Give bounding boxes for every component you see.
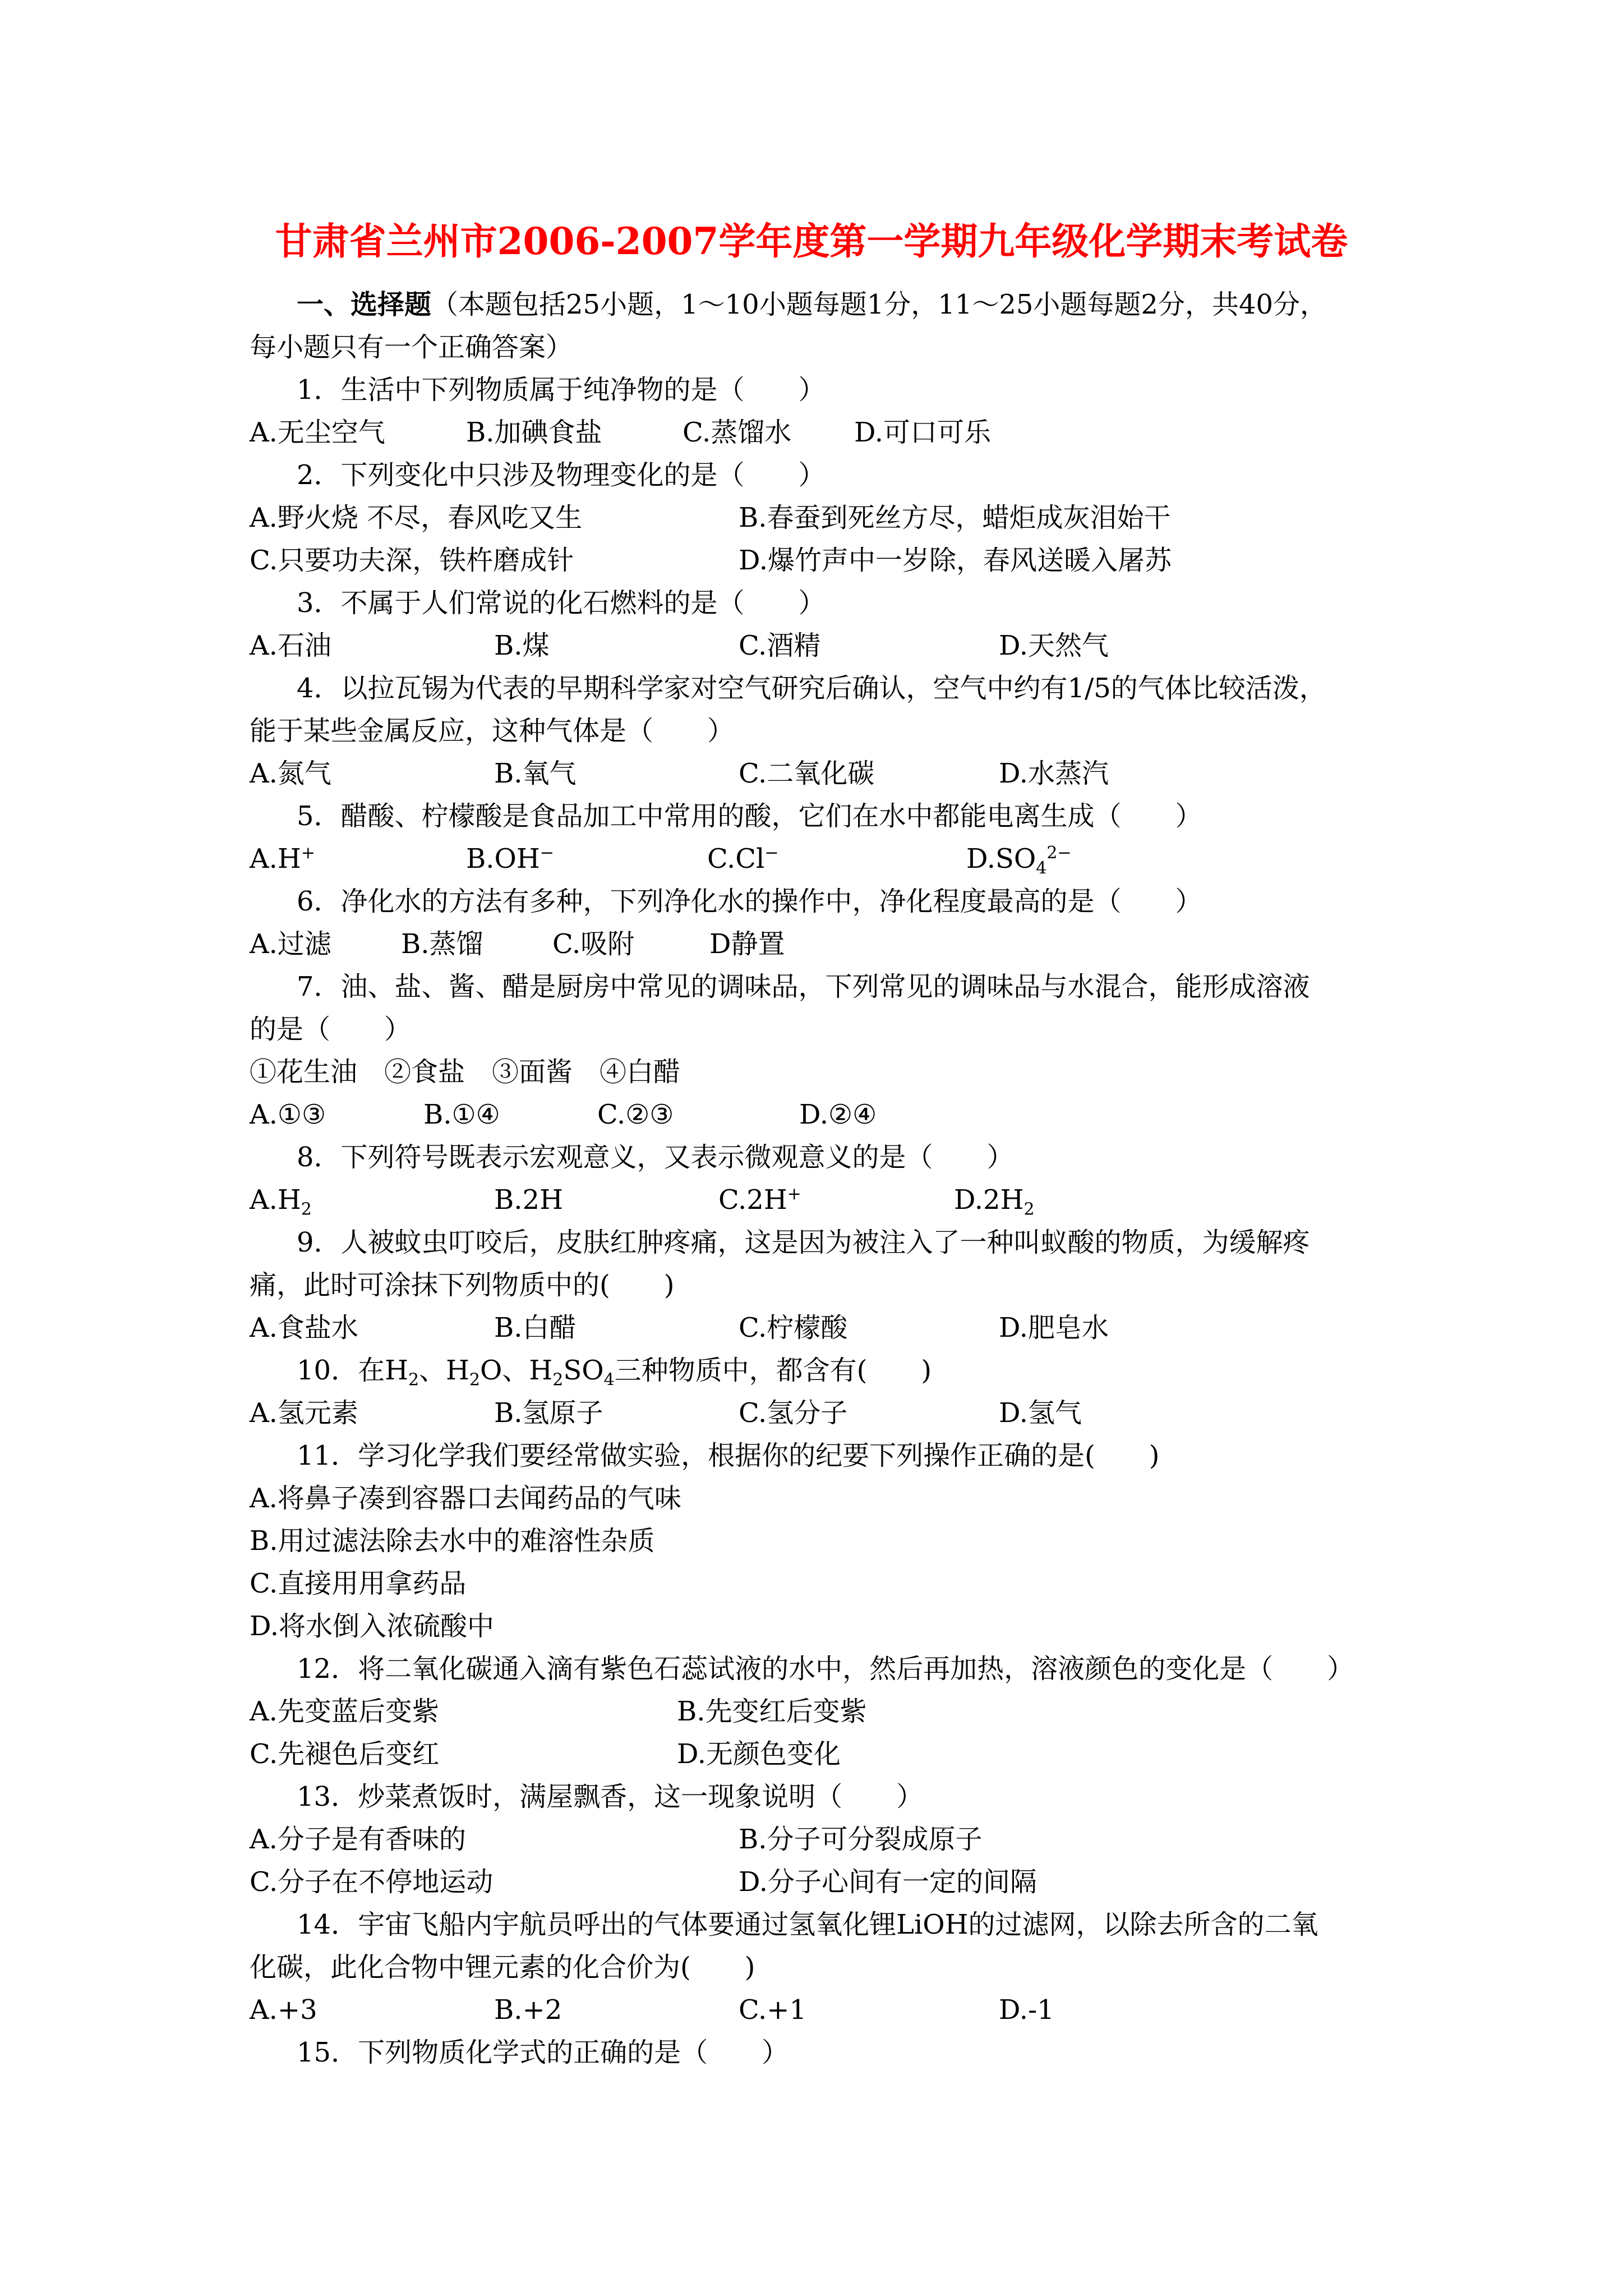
subscript: 2 bbox=[469, 1370, 481, 1390]
option-d: D.爆竹声中一岁除，春风送暖入屠苏 bbox=[739, 545, 1172, 576]
option-c bbox=[718, 1179, 954, 1221]
option-b: B.用过滤法除去水中的难溶性杂质 bbox=[250, 1525, 655, 1557]
option-d bbox=[954, 1179, 1035, 1221]
option-d: D.肥皂水 bbox=[999, 1312, 1109, 1343]
options-q14 bbox=[250, 1989, 1399, 2031]
option-c: C.酒精 bbox=[739, 630, 821, 661]
option-a: A.过滤 bbox=[250, 928, 331, 960]
option-b: B.2H bbox=[494, 1184, 563, 1216]
option-b: B.氧气 bbox=[494, 758, 577, 789]
stem-part: 10．在H bbox=[297, 1355, 408, 1386]
option-d: D静置 bbox=[709, 928, 785, 960]
stem-part: O、H bbox=[480, 1355, 553, 1386]
option-d-text: D.2H bbox=[954, 1184, 1024, 1216]
question-9-cont: 痛，此时可涂抹下列物质中的( ) bbox=[250, 1269, 675, 1301]
question-15: 15．下列物质化学式的正确的是（ ） bbox=[297, 2037, 789, 2068]
superscript: − bbox=[540, 843, 554, 863]
option-a: A.石油 bbox=[250, 630, 331, 661]
section-note-cont: 每小题只有一个正确答案） bbox=[250, 332, 573, 363]
option-b: B.蒸馏 bbox=[401, 928, 483, 960]
option-d: D.无颜色变化 bbox=[677, 1738, 841, 1770]
option-c: C.二氧化碳 bbox=[739, 758, 875, 789]
options-q1 bbox=[250, 411, 1399, 454]
question-7-cont: 的是（ ） bbox=[250, 1014, 412, 1045]
subscript: 2 bbox=[301, 1199, 312, 1220]
option-d-text: D.SO bbox=[966, 843, 1036, 875]
stem-part: 、H bbox=[419, 1355, 469, 1386]
options-q4 bbox=[250, 752, 1399, 795]
option-c: C.吸附 bbox=[552, 928, 635, 960]
option-d: D.②④ bbox=[799, 1099, 877, 1130]
option-a: A.先变蓝后变紫 bbox=[250, 1696, 439, 1727]
superscript: 2− bbox=[1046, 843, 1072, 863]
option-b: B.加碘食盐 bbox=[466, 417, 602, 448]
question-4: 4．以拉瓦锡为代表的早期科学家对空气研究后确认，空气中约有1/5的气体比较活泼， bbox=[297, 673, 1326, 704]
options-q7 bbox=[250, 1093, 1399, 1136]
option-c: C.直接用用拿药品 bbox=[250, 1568, 467, 1599]
option-a: A.食盐水 bbox=[250, 1312, 358, 1343]
option-b: B.①④ bbox=[423, 1099, 500, 1130]
option-c: C.+1 bbox=[739, 1994, 807, 2026]
options-q13-row2 bbox=[250, 1861, 1399, 1903]
question-4-cont: 能于某些金属反应，这种气体是（ ） bbox=[250, 715, 735, 747]
option-c: C.②③ bbox=[597, 1099, 674, 1130]
question-11: 11．学习化学我们要经常做实验，根据你的纪要下列操作正确的是( ) bbox=[297, 1440, 1160, 1471]
option-a: A.无尘空气 bbox=[250, 417, 385, 448]
options-q5 bbox=[250, 838, 1399, 880]
option-c: C.氢分子 bbox=[739, 1397, 848, 1429]
option-d: D.-1 bbox=[999, 1994, 1054, 2026]
subscript: 2 bbox=[552, 1370, 564, 1390]
option-d: D.氢气 bbox=[999, 1397, 1082, 1429]
option-b: B.春蚕到死丝方尽，蜡炬成灰泪始干 bbox=[739, 502, 1171, 533]
stem-part: 三种物质中，都含有( ) bbox=[614, 1355, 932, 1386]
question-7: 7．油、盐、酱、醋是厨房中常见的调味品，下列常见的调味品与水混合，能形成溶液 bbox=[297, 971, 1310, 1002]
superscript: + bbox=[301, 843, 315, 863]
option-a: A.+3 bbox=[250, 1994, 317, 2026]
options-q10 bbox=[250, 1392, 1399, 1434]
options-q8 bbox=[250, 1179, 1399, 1221]
option-c: C.柠檬酸 bbox=[739, 1312, 848, 1343]
superscript: + bbox=[787, 1184, 801, 1204]
subscript: 4 bbox=[603, 1370, 615, 1390]
option-b: B.先变红后变紫 bbox=[677, 1696, 867, 1727]
option-a-text: A.H bbox=[250, 1184, 301, 1216]
section-title: 一、选择题 bbox=[297, 289, 432, 320]
question-6: 6．净化水的方法有多种，下列净化水的操作中，净化程度最高的是（ ） bbox=[297, 886, 1202, 917]
option-a: A.将鼻子凑到容器口去闻药品的气味 bbox=[250, 1483, 681, 1514]
section-note: （本题包括25小题，1～10小题每题1分，11～25小题每题2分，共40分， bbox=[431, 289, 1327, 320]
subscript: 2 bbox=[408, 1370, 419, 1390]
question-14-cont: 化碳，此化合物中锂元素的化合价为( ) bbox=[250, 1952, 755, 1983]
option-b: B.煤 bbox=[494, 630, 550, 661]
option-c: C.只要功夫深，铁杵磨成针 bbox=[250, 545, 574, 576]
option-c: C.先褪色后变红 bbox=[250, 1738, 440, 1770]
question-2: 2．下列变化中只涉及物理变化的是（ ） bbox=[297, 459, 826, 491]
subscript: 4 bbox=[1036, 858, 1047, 878]
option-a bbox=[250, 1179, 494, 1221]
option-a: A.分子是有香味的 bbox=[250, 1824, 466, 1855]
option-b: B.氢原子 bbox=[494, 1397, 603, 1429]
question-9: 9．人被蚊虫叮咬后，皮肤红肿疼痛，这是因为被注入了一种叫蚁酸的物质，为缓解疼 bbox=[297, 1227, 1310, 1258]
stem-part: SO bbox=[563, 1355, 604, 1386]
option-d: D.分子心间有一定的间隔 bbox=[739, 1866, 1038, 1898]
question-5: 5．醋酸、柠檬酸是食品加工中常用的酸，它们在水中都能电离生成（ ） bbox=[297, 800, 1202, 832]
question-10 bbox=[250, 1349, 1399, 1392]
option-c-text: C.2H bbox=[718, 1184, 787, 1216]
option-b: B.白醋 bbox=[494, 1312, 577, 1343]
question-14: 14．宇宙飞船内宇航员呼出的气体要通过氢氧化锂LiOH的过滤网，以除去所含的二氧 bbox=[297, 1909, 1318, 1940]
option-d: D.水蒸汽 bbox=[999, 758, 1109, 789]
option-c: C.蒸馏水 bbox=[683, 417, 792, 448]
question-12: 12．将二氧化碳通入滴有紫色石蕊试液的水中，然后再加热，溶液颜色的变化是（ ） bbox=[297, 1653, 1354, 1685]
option-b bbox=[466, 838, 707, 880]
option-b: B.分子可分裂成原子 bbox=[739, 1824, 983, 1855]
options-q2-row1 bbox=[250, 496, 1399, 539]
question-7-items: ①花生油 ②食盐 ③面酱 ④白醋 bbox=[250, 1056, 681, 1088]
question-1: 1．生活中下列物质属于纯净物的是（ ） bbox=[297, 374, 826, 406]
option-d: D.天然气 bbox=[999, 630, 1109, 661]
option-a: A.氮气 bbox=[250, 758, 331, 789]
exam-body bbox=[250, 283, 1399, 2074]
superscript: − bbox=[764, 843, 779, 863]
option-c-text: C.Cl bbox=[707, 843, 765, 875]
option-d: D.可口可乐 bbox=[854, 417, 992, 448]
options-q9 bbox=[250, 1306, 1399, 1349]
option-a bbox=[250, 838, 466, 880]
question-8: 8．下列符号既表示宏观意义，又表示微观意义的是（ ） bbox=[297, 1142, 1014, 1173]
option-b-text: B.OH bbox=[466, 843, 540, 875]
options-q6 bbox=[250, 923, 1399, 965]
options-q2-row2 bbox=[250, 539, 1399, 582]
option-c: C.分子在不停地运动 bbox=[250, 1866, 494, 1898]
option-a: A.氢元素 bbox=[250, 1397, 358, 1429]
options-q12-row2 bbox=[250, 1733, 1399, 1775]
option-a-text: A.H bbox=[250, 843, 301, 875]
section-heading bbox=[250, 283, 1399, 326]
option-c bbox=[707, 838, 966, 880]
option-a: A.野火烧 不尽，春风吃又生 bbox=[250, 502, 583, 533]
option-d bbox=[966, 838, 1072, 880]
question-13: 13．炒菜煮饭时，满屋飘香，这一现象说明（ ） bbox=[297, 1781, 924, 1812]
question-3: 3．不属于人们常说的化石燃料的是（ ） bbox=[297, 587, 826, 619]
page-title: 甘肃省兰州市2006-2007学年度第一学期九年级化学期末考试卷 bbox=[275, 219, 1348, 263]
option-b: B.+2 bbox=[494, 1994, 562, 2026]
options-q13-row1 bbox=[250, 1818, 1399, 1861]
options-q12-row1 bbox=[250, 1690, 1399, 1733]
subscript: 2 bbox=[1023, 1199, 1035, 1220]
option-a: A.①③ bbox=[250, 1099, 326, 1130]
options-q3 bbox=[250, 624, 1399, 667]
option-d: D.将水倒入浓硫酸中 bbox=[250, 1611, 495, 1642]
